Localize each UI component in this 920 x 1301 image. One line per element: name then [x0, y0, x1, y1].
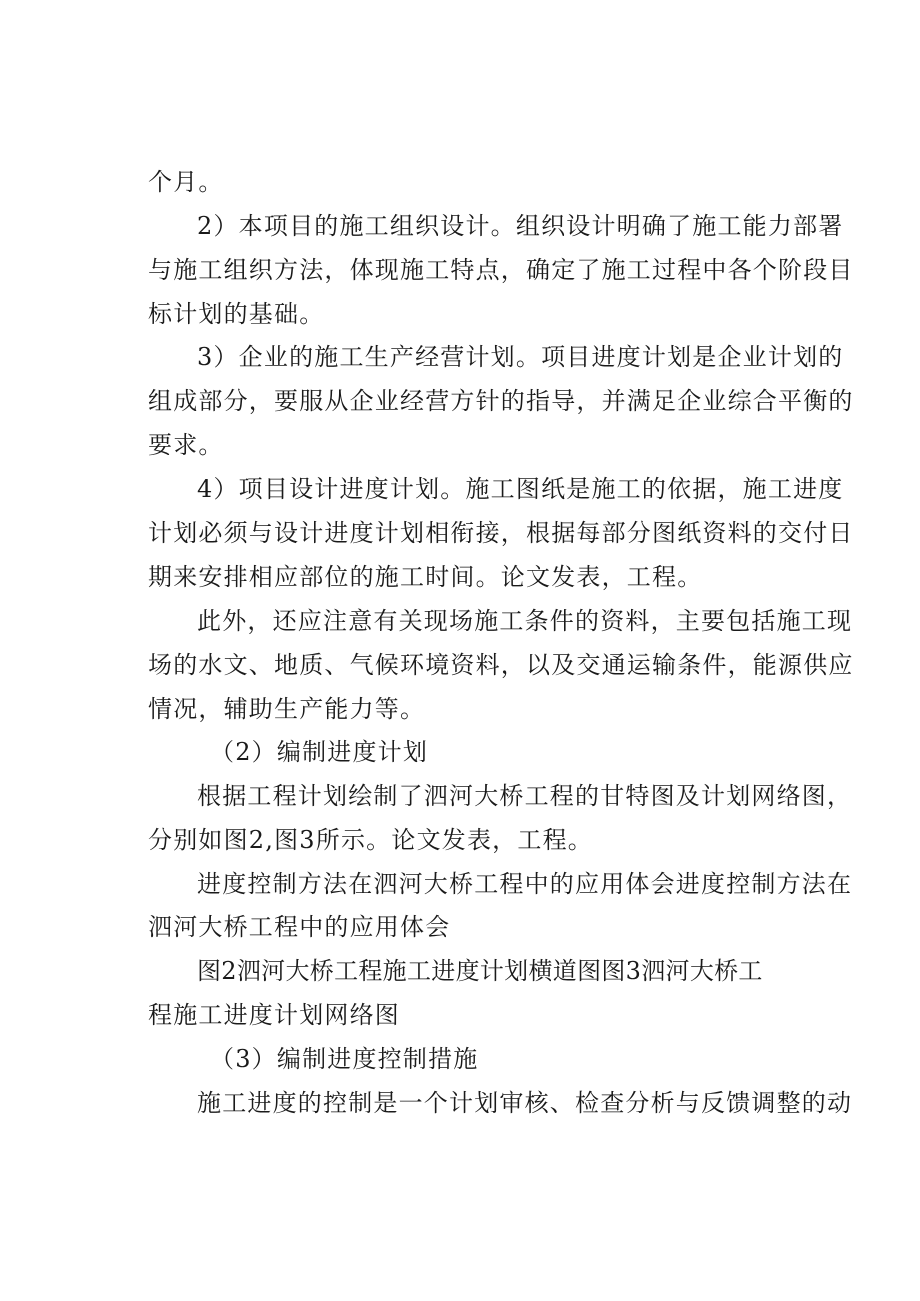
text-line-9: 计划必须与设计进度计划相衔接，根据每部分图纸资料的交付日 [148, 519, 854, 547]
figure-caption-line-2: 程施工进度计划网络图 [148, 1001, 400, 1029]
text-line-16: 分别如图2,图3所示。论文发表，工程。 [148, 826, 593, 854]
text-line-17: 进度控制方法在泗河大桥工程中的应用体会进度控制方法在 [197, 870, 853, 898]
text-line-11: 此外，还应注意有关现场施工条件的资料，主要包括施工现 [197, 607, 853, 635]
text-line-12: 场的水文、地质、气候环境资料，以及交通运输条件，能源供应 [148, 651, 854, 679]
section-heading-2: （2）编制进度计划 [210, 738, 429, 766]
text-line-3: 与施工组织方法，体现施工特点，确定了施工过程中各个阶段目 [148, 256, 854, 284]
text-line-13: 情况，辅助生产能力等。 [148, 695, 426, 723]
text-line-4: 标计划的基础。 [148, 300, 325, 328]
text-line-22: 施工进度的控制是一个计划审核、检查分析与反馈调整的动 [197, 1089, 853, 1117]
text-line-6: 组成部分，要服从企业经营方针的指导，并满足企业综合平衡的 [148, 387, 854, 415]
figure-caption-line-1: 图2泗河大桥工程施工进度计划横道图图3泗河大桥工 [197, 957, 763, 985]
text-line-1: 个月。 [148, 168, 224, 196]
text-line-2: 2）本项目的施工组织设计。组织设计明确了施工能力部署 [197, 212, 844, 240]
text-line-7: 要求。 [148, 431, 224, 459]
text-line-5: 3）企业的施工生产经营计划。项目进度计划是企业计划的 [197, 343, 844, 371]
text-line-15: 根据工程计划绘制了泗河大桥工程的甘特图及计划网络图， [197, 782, 853, 810]
text-line-18: 泗河大桥工程中的应用体会 [148, 913, 451, 941]
text-line-10: 期来安排相应部位的施工时间。论文发表，工程。 [148, 563, 703, 591]
section-heading-3: （3）编制进度控制措施 [210, 1045, 479, 1073]
text-line-8: 4）项目设计进度计划。施工图纸是施工的依据，施工进度 [197, 475, 844, 503]
